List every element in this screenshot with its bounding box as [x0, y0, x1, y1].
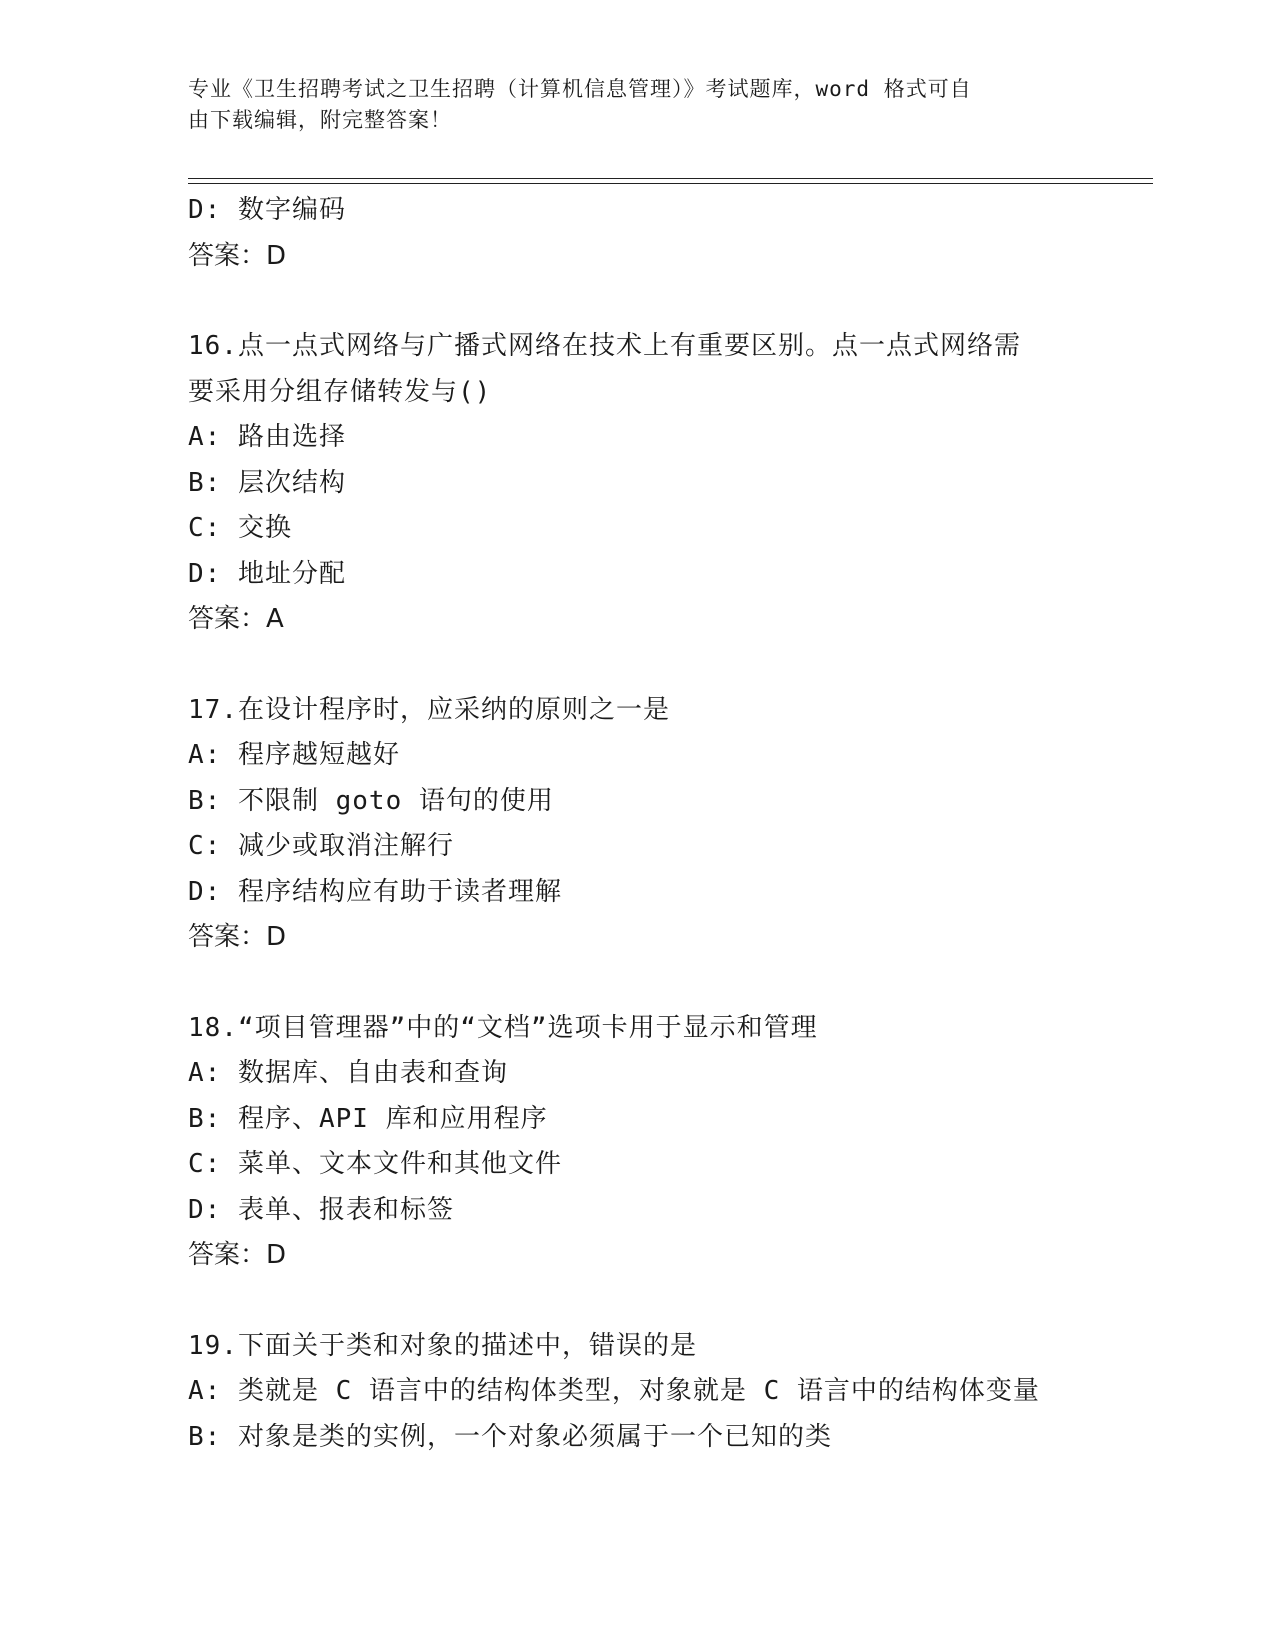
option-b: B: 对象是类的实例，一个对象必须属于一个已知的类	[188, 1421, 832, 1452]
option-c: C: 减少或取消注解行	[188, 831, 454, 861]
option-c: C: 交换	[188, 513, 292, 543]
header-line-1: 专业《卫生招聘考试之卫生招聘（计算机信息管理）》考试题库，word 格式可自	[188, 77, 972, 101]
option-d: D: 地址分配	[188, 558, 346, 589]
previous-question-tail	[188, 188, 1088, 279]
option-a: A: 类就是 C 语言中的结构体类型，对象就是 C 语言中的结构体变量	[188, 1376, 1040, 1406]
header-divider-bottom	[188, 183, 1153, 184]
option-d: D: 表单、报表和标签	[188, 1194, 454, 1225]
answer: 答案：D	[188, 922, 287, 952]
question-16	[188, 324, 1088, 643]
option-b: B: 程序、API 库和应用程序	[188, 1103, 548, 1134]
header-line-2: 由下载编辑，附完整答案！	[188, 108, 452, 132]
option-b: B: 不限制 goto 语句的使用	[188, 785, 554, 816]
option-b: B: 层次结构	[188, 467, 346, 498]
question-stem: 16.点一点式网络与广播式网络在技术上有重要区别。点一点式网络需	[188, 331, 1021, 361]
header-divider-top	[188, 178, 1153, 179]
question-stem: 17.在设计程序时，应采纳的原则之一是	[188, 694, 670, 725]
answer: 答案：A	[188, 604, 284, 634]
option-c: C: 菜单、文本文件和其他文件	[188, 1149, 562, 1179]
question-stem: 19.下面关于类和对象的描述中，错误的是	[188, 1330, 697, 1361]
question-19	[188, 1324, 1088, 1461]
option-a: A: 数据库、自由表和查询	[188, 1058, 508, 1088]
option-a: A: 路由选择	[188, 422, 346, 452]
option-d: D: 数字编码	[188, 195, 346, 225]
option-d: D: 程序结构应有助于读者理解	[188, 876, 562, 907]
document-header	[188, 74, 1078, 136]
question-stem: 要采用分组存储转发与()	[188, 376, 492, 407]
question-list	[188, 188, 1088, 1460]
question-18	[188, 1006, 1088, 1279]
option-a: A: 程序越短越好	[188, 740, 400, 770]
question-17	[188, 688, 1088, 961]
answer: 答案：D	[188, 240, 287, 271]
answer: 答案：D	[188, 1240, 287, 1270]
question-stem: 18.“项目管理器”中的“文档”选项卡用于显示和管理	[188, 1012, 818, 1043]
